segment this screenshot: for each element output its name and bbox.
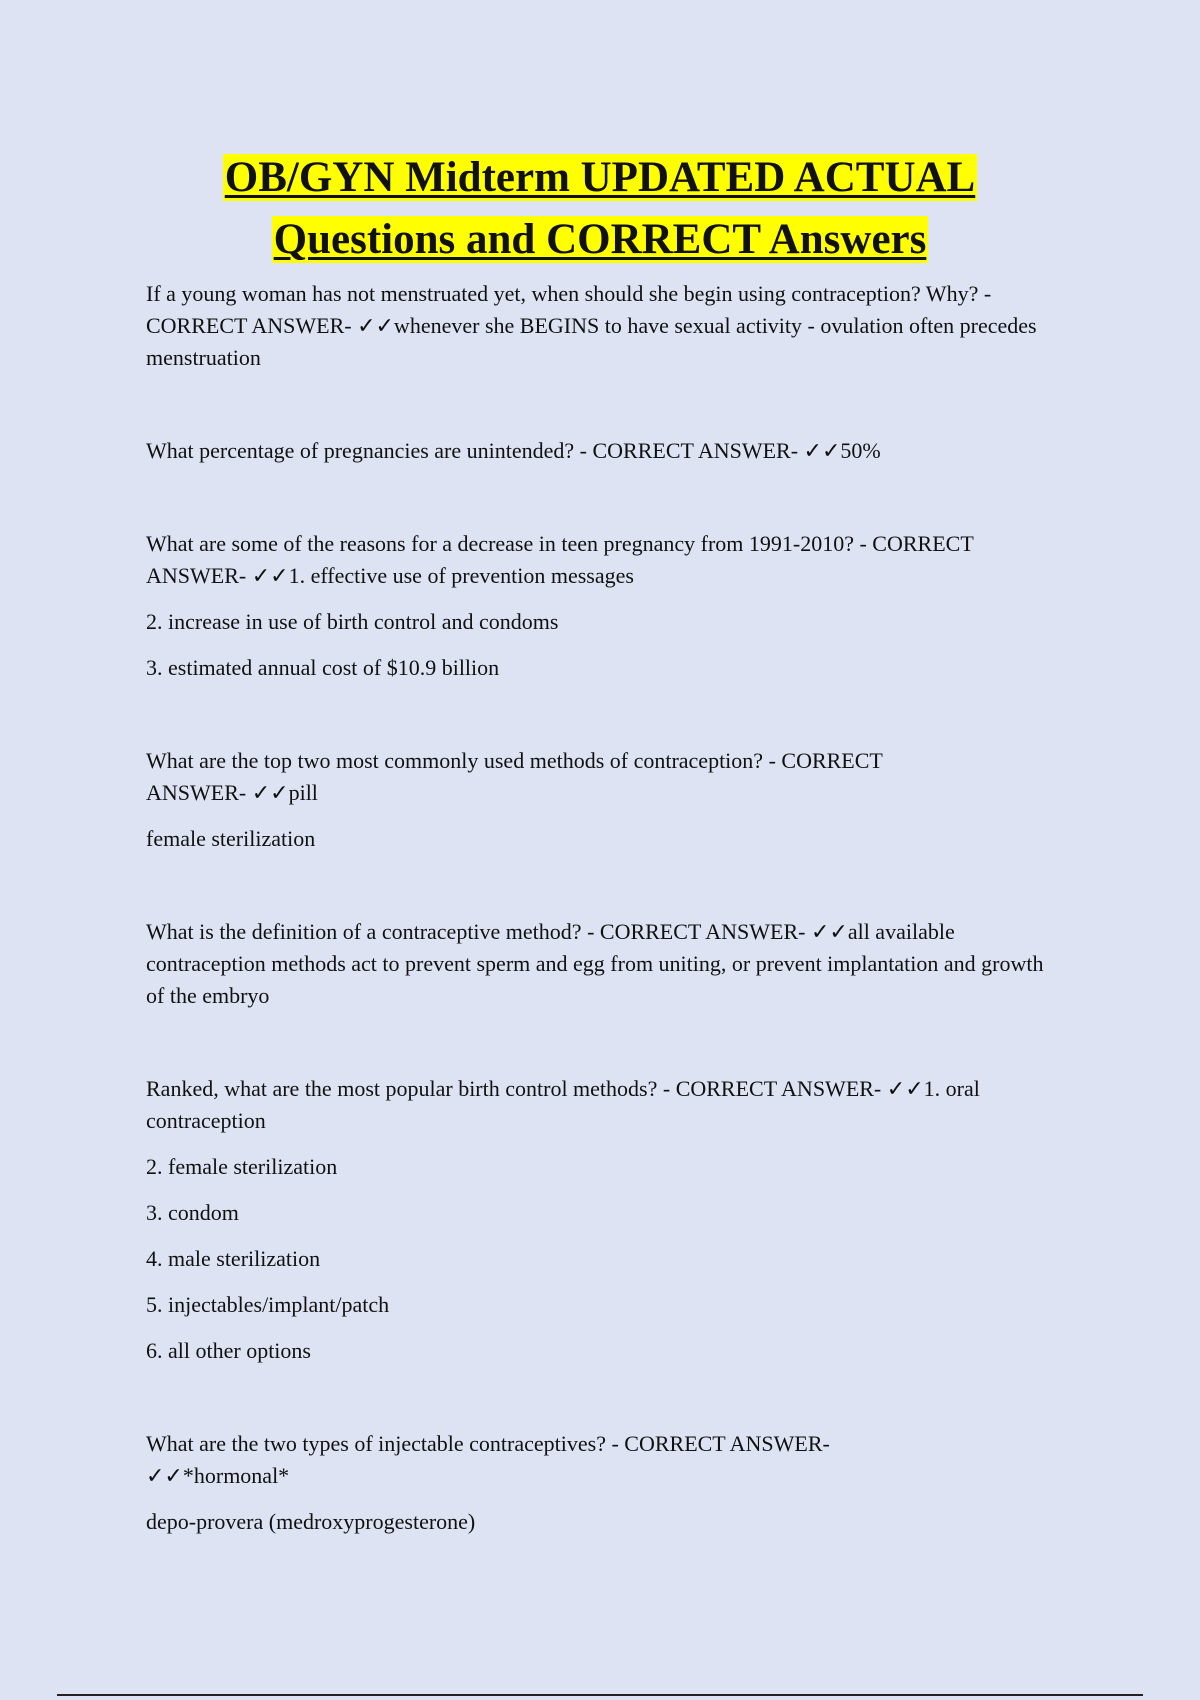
qa-text: What are the top two most commonly used methods of contraception? - CORRECT ANSWER- ✓✓pill: [146, 748, 883, 805]
qa-item-4: [146, 745, 1066, 855]
qa-text: 5. injectables/implant/patch: [146, 1292, 390, 1317]
page-bottom-rule: [57, 1694, 1143, 1696]
qa-text: What percentage of pregnancies are unintended? - CORRECT ANSWER- ✓✓50%: [146, 438, 881, 463]
qa-list: [146, 278, 1066, 1599]
qa-text: 2. female sterilization: [146, 1154, 338, 1179]
title-line-1: OB/GYN Midterm UPDATED ACTUAL: [224, 154, 976, 201]
qa-text: 6. all other options: [146, 1338, 311, 1363]
qa-text: What are some of the reasons for a decrease in teen pregnancy from 1991-2010? - CORRECT ANSWER- ✓✓1. effective use of prevention messages: [146, 531, 974, 588]
qa-text: If a young woman has not menstruated yet, when should she begin using contraception? Why? - CORRECT ANSWER- ✓✓whenever she BEGINS to have sexual activity - ovulation often precedes menstruation: [146, 281, 1037, 370]
document-title: [100, 147, 1100, 271]
qa-item-5: [146, 916, 1066, 1012]
qa-item-3: [146, 528, 1066, 684]
qa-text: 2. increase in use of birth control and condoms: [146, 609, 559, 634]
title-line-2: Questions and CORRECT Answers: [273, 216, 927, 263]
qa-text: depo-provera (medroxyprogesterone): [146, 1509, 476, 1534]
qa-text: 4. male sterilization: [146, 1246, 321, 1271]
qa-item-7: [146, 1428, 1066, 1538]
qa-text: What are the two types of injectable contraceptives? - CORRECT ANSWER- ✓✓*hormonal*: [146, 1431, 830, 1488]
qa-text: 3. condom: [146, 1200, 239, 1225]
qa-text: Ranked, what are the most popular birth control methods? - CORRECT ANSWER- ✓✓1. oral contraception: [146, 1076, 980, 1133]
qa-text: female sterilization: [146, 826, 316, 851]
qa-item-2: [146, 435, 1066, 467]
qa-item-6: [146, 1073, 1066, 1367]
qa-text: What is the definition of a contraceptive method? - CORRECT ANSWER- ✓✓all available contraception methods act to prevent sperm and egg from uniting, or prevent implantation and growth of the embryo: [146, 919, 1044, 1008]
qa-text: 3. estimated annual cost of $10.9 billion: [146, 655, 500, 680]
qa-item-1: [146, 278, 1066, 374]
